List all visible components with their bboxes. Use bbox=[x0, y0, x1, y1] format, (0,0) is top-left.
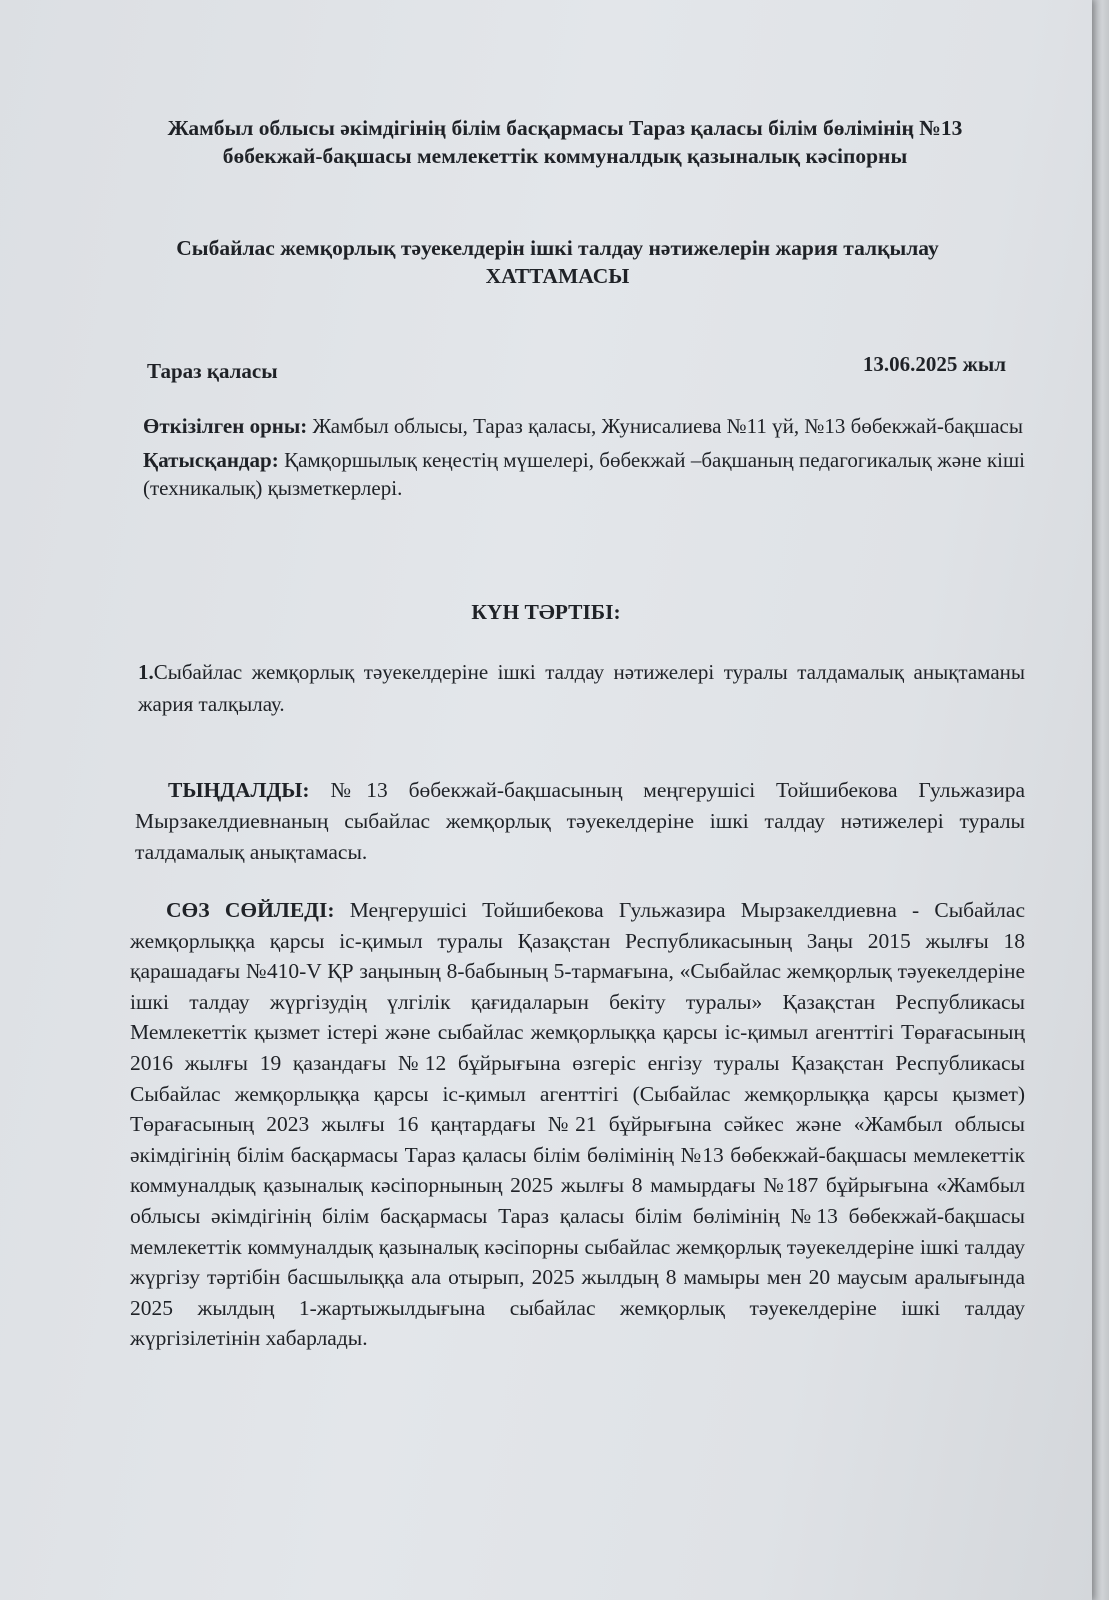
spoke-paragraph bbox=[130, 895, 1025, 1354]
venue-paragraph bbox=[143, 412, 1025, 440]
heard-label: ТЫҢДАЛДЫ: bbox=[168, 778, 310, 802]
document-title: ХАТТАМАСЫ bbox=[485, 264, 630, 288]
venue-label: Өткізілген орны: bbox=[143, 414, 308, 438]
heard-text: №13 бөбекжай-бақшасының меңгерушісі Тойшибекова Гульжазира Мырзакелдиевнаның сыбайлас жемқорлық тәуекелдеріне ішкі талдау нәтижелері туралы талдамалық анықтамасы. bbox=[135, 778, 1025, 864]
agenda-item bbox=[138, 656, 1025, 720]
agenda-item-number: 1. bbox=[138, 660, 154, 684]
participants-paragraph bbox=[143, 446, 1025, 502]
heard-paragraph bbox=[135, 775, 1025, 868]
agenda-title: КҮН ТӘРТІБІ: bbox=[471, 600, 621, 624]
page-edge-shadow bbox=[1092, 0, 1109, 1600]
spoke-label: СӨЗ СӨЙЛЕДІ: bbox=[166, 898, 335, 922]
agenda-item-text: Сыбайлас жемқорлық тәуекелдеріне ішкі талдау нәтижелері туралы талдамалық анықтаманы жария талқылау. bbox=[138, 660, 1025, 716]
participants-label: Қатысқандар: bbox=[143, 448, 279, 472]
city-label: Тараз қаласы bbox=[147, 359, 278, 383]
document-subject bbox=[80, 234, 1035, 290]
organization-header: Жамбыл облысы әкімдігінің білім басқармасы Тараз қаласы білім бөлімінің №13 бөбекжай-бақшасы мемлекеттік коммуналдық қазыналық кәсіпорны bbox=[167, 116, 963, 168]
spoke-text: Меңгерушісі Тойшибекова Гульжазира Мырзакелдиевна - Сыбайлас жемқорлыққа қарсы іс-қимыл туралы Қазақстан Республикасының Заңы 2015 жылғы 18 қарашадағы №410-V ҚР заңының 8-бабының 5-тармағына, «Сыбайлас жемқорлық тәуекелдеріне ішкі талдау жүргізудің үлгілік қағидаларын бекіту туралы» Қазақстан Республикасы Мемлекеттік қызмет істері және сыбайлас жемқорлыққа қарсы іс-қимыл агенттігі Төрағасының 2016 жылғы 19 қазандағы №12 бұйрығына өзгеріс енгізу туралы Қазақстан Республикасы Сыбайлас жемқорлыққа қарсы іс-қимыл агенттігі (Сыбайлас жемқорлыққа қарсы қызмет) Төрағасының 2023 жылғы 16 қаңтардағы №21 бұйрығына сәйкес және «Жамбыл облысы әкімдігінің білім басқармасы Тараз қаласы білім бөлімінің №13 бөбекжай-бақшасы мемлекеттік коммуналдық қазыналық кәсіпорнының 2025 жылғы 8 мамырдағы №187 бұйрығына «Жамбыл облысы әкімдігінің білім басқармасы Тараз қаласы білім бөлімінің №13 бөбекжай-бақшасы мемлекеттік коммуналдық қазыналық кәсіпорны сыбайлас жемқорлық тәуекелдеріне ішкі талдау жүргізу тәртібін басшылыққа ала отырып, 2025 жылдың 8 мамыры мен 20 маусым аралығында 2025 жылдың 1-жартыжылдығына сыбайлас жемқорлық тәуекелдеріне ішкі талдау жүргізілетінін хабарлады. bbox=[130, 898, 1025, 1351]
document-date: 13.06.2025 жыл bbox=[862, 352, 1006, 376]
subject-line: Сыбайлас жемқорлық тәуекелдерін ішкі талдау нәтижелерін жария талқылау bbox=[176, 236, 939, 260]
participants-value: Қамқоршылық кеңестің мүшелері, бөбекжай –бақшаның педагогикалық және кіші (техникалық) қызметкерлері. bbox=[143, 448, 1025, 500]
meeting-details bbox=[143, 412, 1025, 508]
venue-value: Жамбыл облысы, Тараз қаласы, Жунисалиева №11 үй, №13 бөбекжай-бақшасы bbox=[307, 414, 1023, 438]
